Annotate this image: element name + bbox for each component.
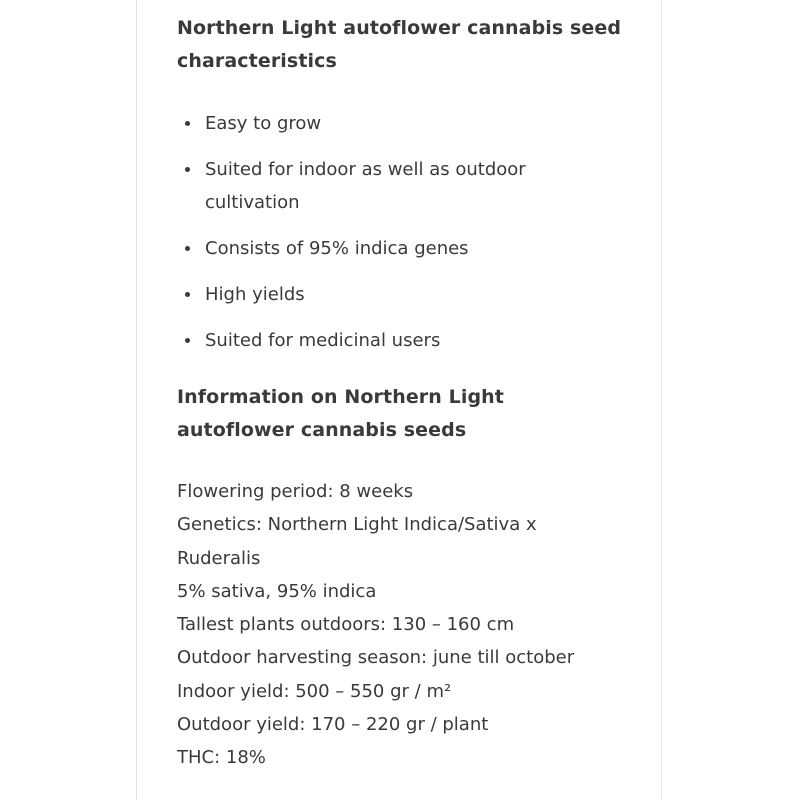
characteristics-list xyxy=(177,107,623,357)
info-genetics: Genetics: Northern Light Indica/Sativa x Ruderalis xyxy=(177,514,537,569)
list-item: Consists of 95% indica genes xyxy=(177,232,623,265)
info-tallest-plants: Tallest plants outdoors: 130 – 160 cm xyxy=(177,614,515,636)
article-body xyxy=(177,12,623,775)
info-sativa-indica-ratio: 5% sativa, 95% indica xyxy=(177,580,377,602)
list-item: Suited for indoor as well as outdoor cultivation xyxy=(177,153,623,219)
info-indoor-yield: Indoor yield: 500 – 550 gr / m² xyxy=(177,680,452,702)
information-block xyxy=(177,475,623,775)
info-harvest-season: Outdoor harvesting season: june till october xyxy=(177,647,575,669)
list-item: Suited for medicinal users xyxy=(177,324,623,357)
list-item: Easy to grow xyxy=(177,107,623,140)
info-thc: THC: 18% xyxy=(177,747,266,769)
info-flowering-period: Flowering period: 8 weeks xyxy=(177,481,414,502)
content-panel xyxy=(136,0,662,800)
info-outdoor-yield: Outdoor yield: 170 – 220 gr / plant xyxy=(177,714,489,736)
information-heading: Information on Northern Light autoflower cannabis seeds xyxy=(177,386,504,441)
list-item: High yields xyxy=(177,278,623,311)
characteristics-heading: Northern Light autoflower cannabis seed characteristics xyxy=(177,17,622,72)
